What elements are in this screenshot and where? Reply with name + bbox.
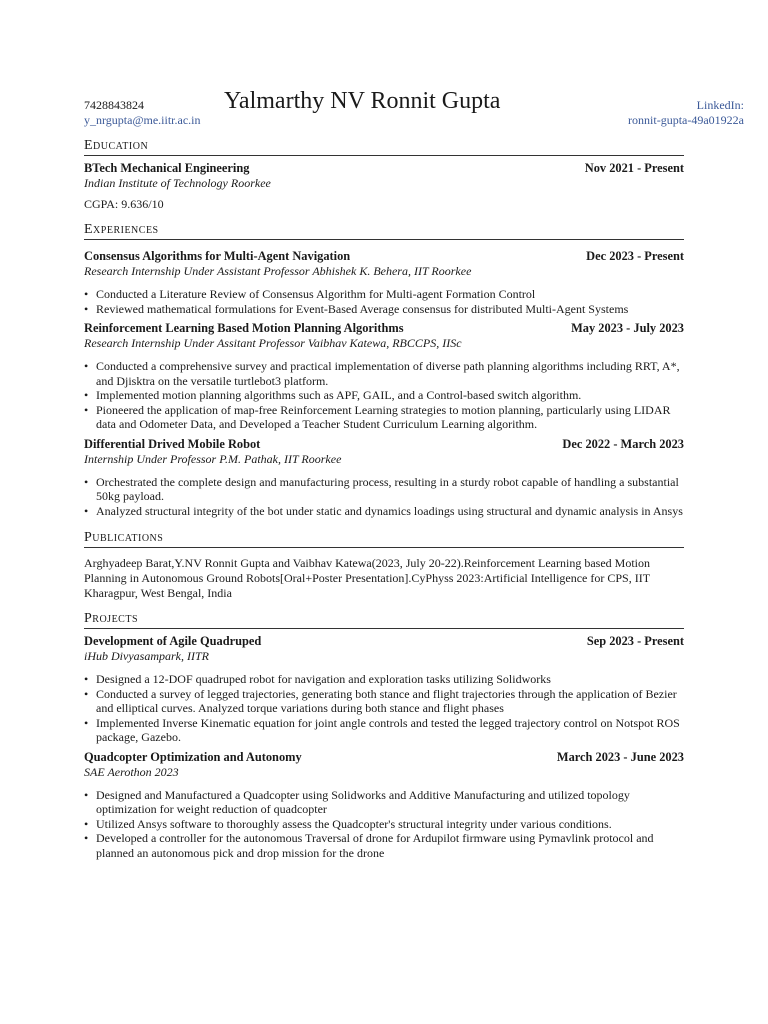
experience-org: Internship Under Professor P.M. Pathak, IIT Roorkee: [84, 451, 342, 466]
education-heading: Education: [84, 138, 684, 156]
bullet-icon: •: [84, 287, 89, 301]
list-item: • Implemented motion planning algorithms such as APF, GAIL, and a Control-based switch algorithm.: [84, 388, 582, 402]
experiences-heading: Experiences: [84, 222, 684, 240]
experience-bullets: [84, 287, 684, 316]
bullet-icon: •: [84, 474, 89, 489]
bullet-icon: •: [84, 301, 89, 316]
project-org: SAE Aerothon 2023: [84, 764, 179, 779]
project-bullets: [84, 672, 684, 745]
list-item: • Conducted a comprehensive survey and practical implementation of diverse path planning algorithms including RRT, A*, and Djisktra on the versatile turtlebot3 platform.: [84, 359, 680, 388]
experience-bullets: [84, 475, 684, 519]
project-org: iHub Divyasampark, IITR: [84, 649, 209, 663]
project-row: [84, 750, 684, 765]
bullet-icon: •: [84, 816, 89, 831]
list-item: • Conducted a Literature Review of Consensus Algorithm for Multi-agent Formation Control: [84, 287, 536, 301]
list-item: • Analyzed structural integrity of the bot under static and dynamics loadings using structural and dynamic analysis in Ansys: [84, 503, 683, 518]
publication-entry: Arghyadeep Barat,Y.NV Ronnit Gupta and Vaibhav Katewa(2023, July 20-22).Reinforcement Learning based Motion Planning in Autonomous Ground Robots[Oral+Poster Presentation].CyPhyss 2023:Artificial Intelligence for CPS, IIT Kharagpur, West Bengal, India: [84, 556, 650, 600]
list-item: • Implemented Inverse Kinematic equation for joint angle controls and tested the legged trajectory control on Notspot ROS package, Gazebo.: [84, 715, 680, 744]
experience-dates: Dec 2023 - Present: [586, 249, 684, 263]
linkedin-label[interactable]: LinkedIn:: [696, 98, 744, 112]
list-item: • Utilized Ansys software to thoroughly assess the Quadcopter's structural integrity under various conditions.: [84, 816, 612, 831]
experience-dates: May 2023 - July 2023: [571, 321, 684, 335]
experience-org: Research Internship Under Assistant Professor Abhishek K. Behera, IIT Roorkee: [84, 264, 472, 278]
publications-heading: Publications: [84, 530, 684, 548]
list-item: • Designed and Manufactured a Quadcopter using Solidworks and Additive Manufacturing and utilized topology optimization for weight reduction of quadcopter: [84, 787, 630, 816]
project-dates: March 2023 - June 2023: [556, 749, 684, 764]
resume-page: [84, 88, 744, 860]
bullet-icon: •: [84, 715, 89, 730]
candidate-name: Yalmarthy NV Ronnit Gupta: [224, 88, 501, 114]
experience-role: Reinforcement Learning Based Motion Planning Algorithms: [84, 321, 404, 335]
experience-role: Differential Drived Mobile Robot: [84, 436, 261, 451]
project-title: Development of Agile Quadruped: [84, 634, 262, 648]
list-item: • Orchestrated the complete design and manufacturing process, resulting in a sturdy robot capable of handling a substantial 50kg payload.: [84, 474, 679, 503]
bullet-icon: •: [84, 686, 89, 701]
education-dates: Nov 2021 - Present: [584, 161, 684, 175]
bullet-icon: •: [84, 672, 89, 686]
bullet-icon: •: [84, 503, 89, 518]
experience-row: [84, 249, 684, 264]
project-bullets: [84, 788, 684, 861]
linkedin-link[interactable]: ronnit-gupta-49a01922a: [628, 113, 744, 127]
cgpa: CGPA: 9.636/10: [84, 197, 164, 211]
bullet-icon: •: [84, 388, 89, 402]
project-row: [84, 634, 684, 649]
experience-bullets: [84, 359, 684, 432]
experience-row: [84, 437, 684, 452]
project-dates: Sep 2023 - Present: [586, 634, 684, 648]
list-item: • Reviewed mathematical formulations for Event-Based Average consensus for distributed Multi-Agent Systems: [84, 301, 629, 316]
resume-header: [84, 88, 744, 128]
experience-row: [84, 321, 684, 336]
list-item: • Conducted a survey of legged trajectories, generating both stance and flight trajectories through the application of Bezier and elliptical curves. Analyzed torque variations during both stance and flight phases: [84, 686, 677, 715]
bullet-icon: •: [84, 359, 89, 373]
education-row: [84, 161, 684, 176]
email-link[interactable]: y_nrgupta@me.iitr.ac.in: [84, 113, 201, 127]
institution: Indian Institute of Technology Roorkee: [84, 176, 271, 190]
list-item: • Developed a controller for the autonomous Traversal of drone for Ardupilot firmware using Pymavlink protocol and planned an autonomous pick and drop mission for the drone: [84, 831, 654, 860]
bullet-icon: •: [84, 787, 89, 802]
phone-number: 7428843824: [84, 98, 144, 112]
bullet-icon: •: [84, 402, 89, 417]
experience-org: Research Internship Under Assitant Professor Vaibhav Katewa, RBCCPS, IISc: [84, 336, 462, 350]
projects-heading: Projects: [84, 611, 684, 629]
experience-role: Consensus Algorithms for Multi-Agent Navigation: [84, 249, 351, 263]
list-item: • Designed a 12-DOF quadruped robot for navigation and exploration tasks utilizing Solidworks: [84, 672, 551, 686]
list-item: • Pioneered the application of map-free Reinforcement Learning strategies to motion planning, particularly using LIDAR data and Odometer Data, and Developed a Teacher Student Curriculum Learning algorithm.: [84, 402, 671, 431]
bullet-icon: •: [84, 831, 89, 845]
degree: BTech Mechanical Engineering: [84, 161, 250, 175]
project-title: Quadcopter Optimization and Autonomy: [84, 749, 302, 764]
experience-dates: Dec 2022 - March 2023: [562, 436, 684, 451]
